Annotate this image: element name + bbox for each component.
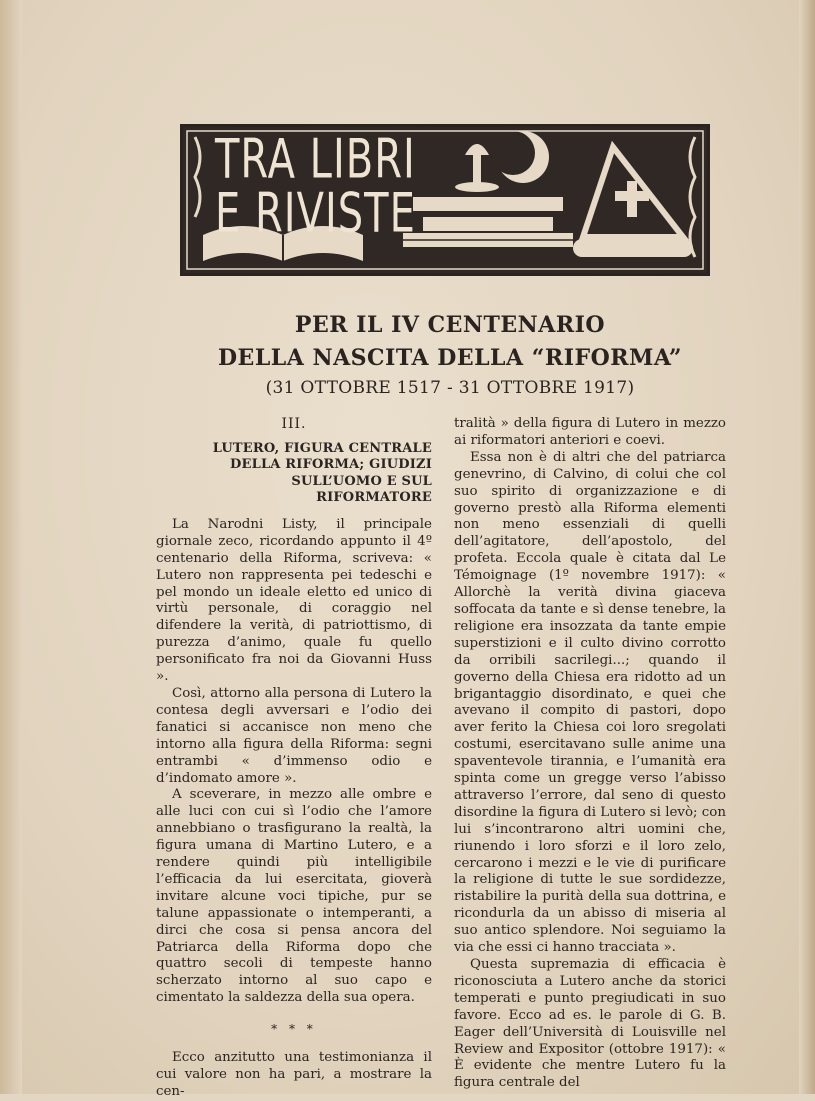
article-title-line-2: DELLA NASCITA DELLA “RIFORMA” xyxy=(217,345,683,371)
section-separator: * * * xyxy=(271,1022,317,1037)
paragraph: Così, attorno alla persona di Lutero la contesa degli avversari e l’odio dei fanatici si accanisce non meno che intorno alla figura della Riforma: segni entrambi « d’immenso odio e d’indomato amore ». xyxy=(156,685,432,786)
paragraph: Essa non è di altri che del patriarca genevrino, di Calvino, di colui che col suo spirito di organizzazione e di governo prestò alla Riforma elementi non meno essenziali di quelli dell’agitatore, dell’apostolo, del profeta. Eccola quale è citata dal Le Témoignage (1º novembre 1917): « Allorchè la verità divina giaceva soffocata da tante e sì dense tenebre, la religione era insozzata da tante empie superstizioni e il culto divino corrotto da orribili sacrilegi...; quando il governo della Chiesa era ridotto ad un brigantaggio disordinato, e quei che avevano il compito di pastori, dopo aver ferito la Chiesa coi loro sregolati costumi, esercitavano sulle anime una spaventevole tirannia, e l’umanità era spinta come un gregge verso l’abisso attraverso l’errore, dal seno di questo disordine la figura di Lutero si levò; con lui s’incontrarono altri uomini che, riunendo i loro sforzi e il loro zelo, cercarono i mezzi e le vie di purificare la religione di tutte le sue sordidezze, ristabilire la purità della sua dottrina, e ricondurla da un abisso di miseria al suo antico splendore. Noi seguiamo la via che essi ci hanno tracciata ». xyxy=(454,449,726,956)
paragraph: La Narodni Listy, il principale giornale zeco, ricordando appunto il 4º centenario della Riforma, scriveva: « Lutero non rappresenta pei tedeschi e pel mondo un ideale eletto ed unico di virtù personale, di coraggio nel difendere la verità, di patriottismo, di purezza d’animo, quale fu quello personificato fra noi da Giovanni Huss ». xyxy=(156,516,432,685)
article-dates: (31 OTTOBRE 1517 - 31 OTTOBRE 1917) xyxy=(265,378,635,398)
left-column xyxy=(156,416,432,1101)
paragraph: Questa supremazia di efficacia è riconosciuta a Lutero anche da storici temperati e punto pregiudicati in suo favore. Ecco ad es. le parole di G. B. Eager dell’Università di Louisville nel Review and Expositor (ottobre 1917): « È evidente che mentre Lutero fu la figura centrale del xyxy=(454,957,726,1091)
section-heading: LUTERO, FIGURA CENTRALE DELLA RIFORMA; GIUDIZI SULL’UOMO E SUL RIFORMATORE xyxy=(212,440,432,506)
paragraph: tralità » della figura di Lutero in mezzo ai riformatori anteriori e coevi. xyxy=(454,416,726,448)
article-title-line-1: PER IL IV CENTENARIO xyxy=(294,312,606,338)
section-banner xyxy=(180,124,710,276)
page-edge xyxy=(799,0,815,1094)
section-number: III. xyxy=(281,416,307,432)
paragraph: Ecco anzitutto una testimonianza il cui valore non ha pari, a mostrare la cen- xyxy=(156,1050,432,1099)
banner-title: TRA LIBRI xyxy=(215,128,416,192)
paragraph: A sceverare, in mezzo alle ombre e alle luci con cui sì l’odio che l’amore annebbiano o trasfigurano la realtà, la figura umana di Martino Lutero, e a rendere quindi più intelligibile l’efficacia da lui esercitata, gioverà invitare alcune voci tipiche, pur se talune appassionate o intemperanti, a dirci che cosa si pensa ancora del Patriarca della Riforma dopo che quattro secoli di tempeste hanno scherzato intorno al suo capo e cimentato la saldezza della sua opera. xyxy=(156,787,432,1006)
binding-gutter xyxy=(0,0,22,1094)
banner-subtitle: E RIVISTE xyxy=(215,182,416,246)
right-column xyxy=(454,416,726,1092)
